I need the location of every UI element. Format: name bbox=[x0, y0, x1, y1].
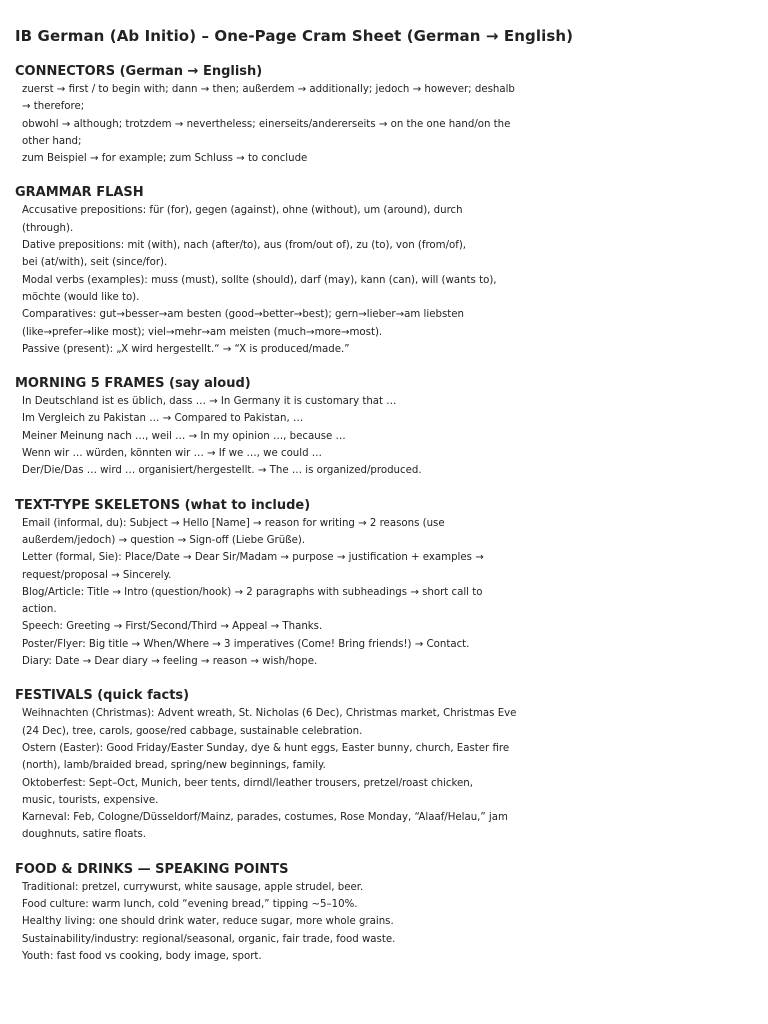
section-heading: FOOD & DRINKS — SPEAKING POINTS bbox=[15, 861, 289, 877]
section-heading: CONNECTORS (German → English) bbox=[15, 64, 263, 79]
sections-container bbox=[15, 63, 753, 965]
text-line: bei (at/with), seit (since/for). bbox=[22, 257, 168, 269]
text-line: request/proposal → Sincerely. bbox=[22, 569, 172, 581]
section-lines bbox=[22, 705, 532, 843]
text-line: Traditional: pretzel, currywurst, white sausage, apple strudel, beer. bbox=[22, 881, 364, 893]
text-line: → therefore; bbox=[22, 101, 85, 113]
section-heading: GRAMMAR FLASH bbox=[15, 185, 144, 201]
text-line: Accusative prepositions: für (for), gegen (against), ohne (without), um (around), durch bbox=[22, 205, 463, 217]
text-line: Ostern (Easter): Good Friday/Easter Sunday, dye & hunt eggs, Easter bunny, church, Easter fire bbox=[22, 742, 510, 754]
section-heading: TEXT-TYPE SKELETONS (what to include) bbox=[15, 497, 311, 513]
text-line: Food culture: warm lunch, cold “evening bread,” tipping ~5–10%. bbox=[22, 898, 358, 910]
text-line: Der/Die/Das … wird … organisiert/hergestellt. → The … is organized/produced. bbox=[22, 465, 422, 477]
text-line: music, tourists, expensive. bbox=[22, 794, 159, 806]
text-line: Speech: Greeting → First/Second/Third → Appeal → Thanks. bbox=[22, 621, 323, 633]
text-line: action. bbox=[22, 604, 57, 616]
text-line: außerdem/jedoch) → question → Sign-off (Liebe Grüße). bbox=[22, 534, 306, 546]
section bbox=[15, 687, 753, 843]
text-line: Sustainability/industry: regional/seasonal, organic, fair trade, food waste. bbox=[22, 933, 396, 945]
section bbox=[15, 497, 753, 671]
section bbox=[15, 184, 753, 358]
text-line: (through). bbox=[22, 222, 74, 234]
section bbox=[15, 63, 753, 167]
text-line: Dative prepositions: mit (with), nach (after/to), aus (from/out of), zu (to), von (from/of), bbox=[22, 240, 467, 252]
text-line: In Deutschland ist es üblich, dass … → In Germany it is customary that … bbox=[22, 396, 397, 408]
text-line: Modal verbs (examples): muss (must), sollte (should), darf (may), kann (can), will (wants to), bbox=[22, 274, 497, 286]
text-line: Blog/Article: Title → Intro (question/hook) → 2 paragraphs with subheadings → short call to bbox=[22, 586, 483, 598]
text-line: zum Beispiel → for example; zum Schluss → to conclude bbox=[22, 153, 308, 165]
text-line: Karneval: Feb, Cologne/Düsseldorf/Mainz, parades, costumes, Rose Monday, “Alaaf/Helau,” jam bbox=[22, 812, 508, 824]
text-line: Diary: Date → Dear diary → feeling → reason → wish/hope. bbox=[22, 656, 318, 668]
text-line: Healthy living: one should drink water, reduce sugar, more whole grains. bbox=[22, 916, 394, 928]
section bbox=[15, 375, 753, 479]
text-line: zuerst → first / to begin with; dann → then; außerdem → additionally; jedoch → however; deshalb bbox=[22, 84, 515, 95]
text-line: Comparatives: gut→besser→am besten (good→better→best); gern→lieber→am liebsten bbox=[22, 309, 464, 321]
text-line: other hand; bbox=[22, 135, 82, 147]
text-line: Email (informal, du): Subject → Hello [Name] → reason for writing → 2 reasons (use bbox=[22, 517, 445, 529]
document-title: IB German (Ab Initio) – One-Page Cram Sheet (German → English) bbox=[15, 27, 574, 45]
text-line: doughnuts, satire floats. bbox=[22, 829, 147, 841]
section-lines bbox=[22, 202, 532, 358]
text-line: Weihnachten (Christmas): Advent wreath, St. Nicholas (6 Dec), Christmas market, Christmas Eve bbox=[22, 708, 517, 720]
text-line: Passive (present): „X wird hergestellt.“ → “X is produced/made.” bbox=[22, 343, 350, 355]
section-lines bbox=[22, 515, 532, 671]
text-line: Youth: fast food vs cooking, body image, sport. bbox=[22, 950, 262, 962]
section bbox=[15, 861, 753, 965]
text-line: obwohl → although; trotzdem → nevertheless; einerseits/andererseits → on the one hand/on the bbox=[22, 118, 511, 130]
section-heading: MORNING 5 FRAMES (say aloud) bbox=[15, 376, 251, 392]
text-line: Letter (formal, Sie): Place/Date → Dear Sir/Madam → purpose → justification + examples → bbox=[22, 552, 484, 564]
text-line: (like→prefer→like most); viel→mehr→am meisten (much→more→most). bbox=[22, 326, 383, 338]
section-heading: FESTIVALS (quick facts) bbox=[15, 688, 190, 704]
text-line: Oktoberfest: Sept–Oct, Munich, beer tents, dirndl/leather trousers, pretzel/roast chicken, bbox=[22, 777, 473, 789]
text-line: Im Vergleich zu Pakistan … → Compared to Pakistan, … bbox=[22, 413, 304, 425]
section-lines bbox=[22, 393, 532, 479]
text-line: (north), lamb/braided bread, spring/new beginnings, family. bbox=[22, 760, 326, 772]
section-lines bbox=[22, 81, 532, 167]
text-line: (24 Dec), tree, carols, goose/red cabbage, sustainable celebration. bbox=[22, 725, 363, 737]
section-lines bbox=[22, 879, 532, 965]
text-line: Poster/Flyer: Big title → When/Where → 3 imperatives (Come! Bring friends!) → Contact. bbox=[22, 638, 470, 650]
text-line: möchte (would like to). bbox=[22, 291, 140, 303]
text-line: Meiner Meinung nach …, weil … → In my opinion …, because … bbox=[22, 430, 346, 442]
text-line: Wenn wir … würden, könnten wir … → If we …, we could … bbox=[22, 448, 322, 460]
